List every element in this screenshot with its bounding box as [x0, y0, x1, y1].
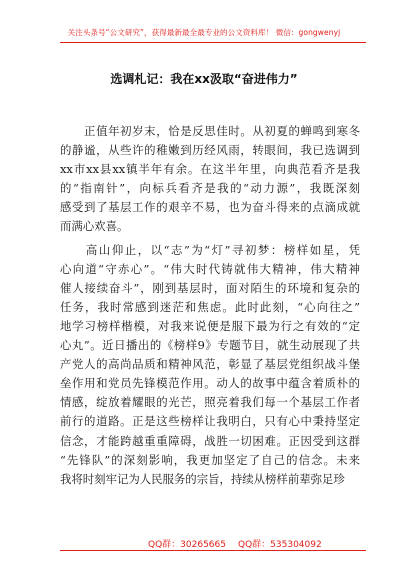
paragraph-line: 心向道“守赤心”。“伟大时代铸就伟大精神，伟大精神: [60, 261, 360, 276]
paragraph-line: 我将时刻牢记为人民服务的宗旨，持续从榜样前辈弥足珍: [60, 471, 345, 486]
paragraph-line: 信念，才能跨越重重障碍，战胜一切困难。正因受到这群: [60, 433, 360, 448]
paragraph-line: 感受到了基层工作的艰辛不易，也为奋斗得来的点滴成就: [60, 200, 360, 215]
top-banner: 关注头条号“公文研究”，获得最新最全最专业的公文资料库！ 微信：gongwenyj: [67, 28, 341, 37]
paragraph-line: 催人接续奋斗”，刚到基层时，面对陌生的环境和复杂的: [60, 280, 360, 295]
document-body: [60, 122, 360, 489]
paragraph-line: 地学习榜样楷模，对我来说便是服下最为行之有效的“定: [60, 318, 360, 333]
top-divider: [60, 42, 366, 43]
footer-qq-group-1: QQ群：30265665: [148, 540, 226, 550]
paragraph-line: 情感，绽放着耀眼的光芒，照亮着我们每一个基层工作者: [60, 395, 360, 410]
paragraph-line: 的“指南针”，向标兵看齐是我的“动力源”，我既深刻: [60, 181, 360, 196]
paragraph-line: 高山仰止，以“志”为“灯”寻初梦：榜样如星，凭: [60, 242, 360, 257]
paragraph-line: 产党人的高尚品质和精神风范，彰显了基层党组织战斗堡: [60, 357, 360, 372]
paragraph-line: 垒作用和党员先锋模范作用。动人的故事中蕴含着质朴的: [60, 376, 360, 391]
paragraph-line: 而满心欢喜。: [60, 219, 129, 234]
footer-qq-group-2: QQ群：535304092: [238, 540, 322, 550]
footer-divider: [60, 550, 366, 551]
page-title: 选调札记：我在xx汲取“奋进伟力”: [110, 72, 298, 86]
paragraph-line: 任务，我时常感到迷茫和焦虑。此时此刻，“心向往之”: [60, 299, 360, 314]
paragraph: [60, 241, 360, 489]
paragraph-line: 前行的道路。正是这些榜样让我明白，只有心中秉持坚定: [60, 414, 360, 429]
paragraph-line: 心丸”。近日播出的《榜样9》专题节目，就生动展现了共: [60, 338, 360, 353]
paragraph-line: “先锋队”的深刻影响，我更加坚定了自己的信念。未来: [60, 452, 360, 467]
paragraph-line: 正值年初岁末，恰是反思佳时。从初夏的蝉鸣到寒冬: [60, 124, 360, 138]
paragraph-line: 的静谧，从些许的稚嫩到历经风雨，转眼间，我已选调到: [60, 143, 360, 158]
paragraph-line: xx市xx县xx镇半年有余。在这半年里，向典范看齐是我: [60, 162, 360, 177]
paragraph: [60, 122, 360, 237]
